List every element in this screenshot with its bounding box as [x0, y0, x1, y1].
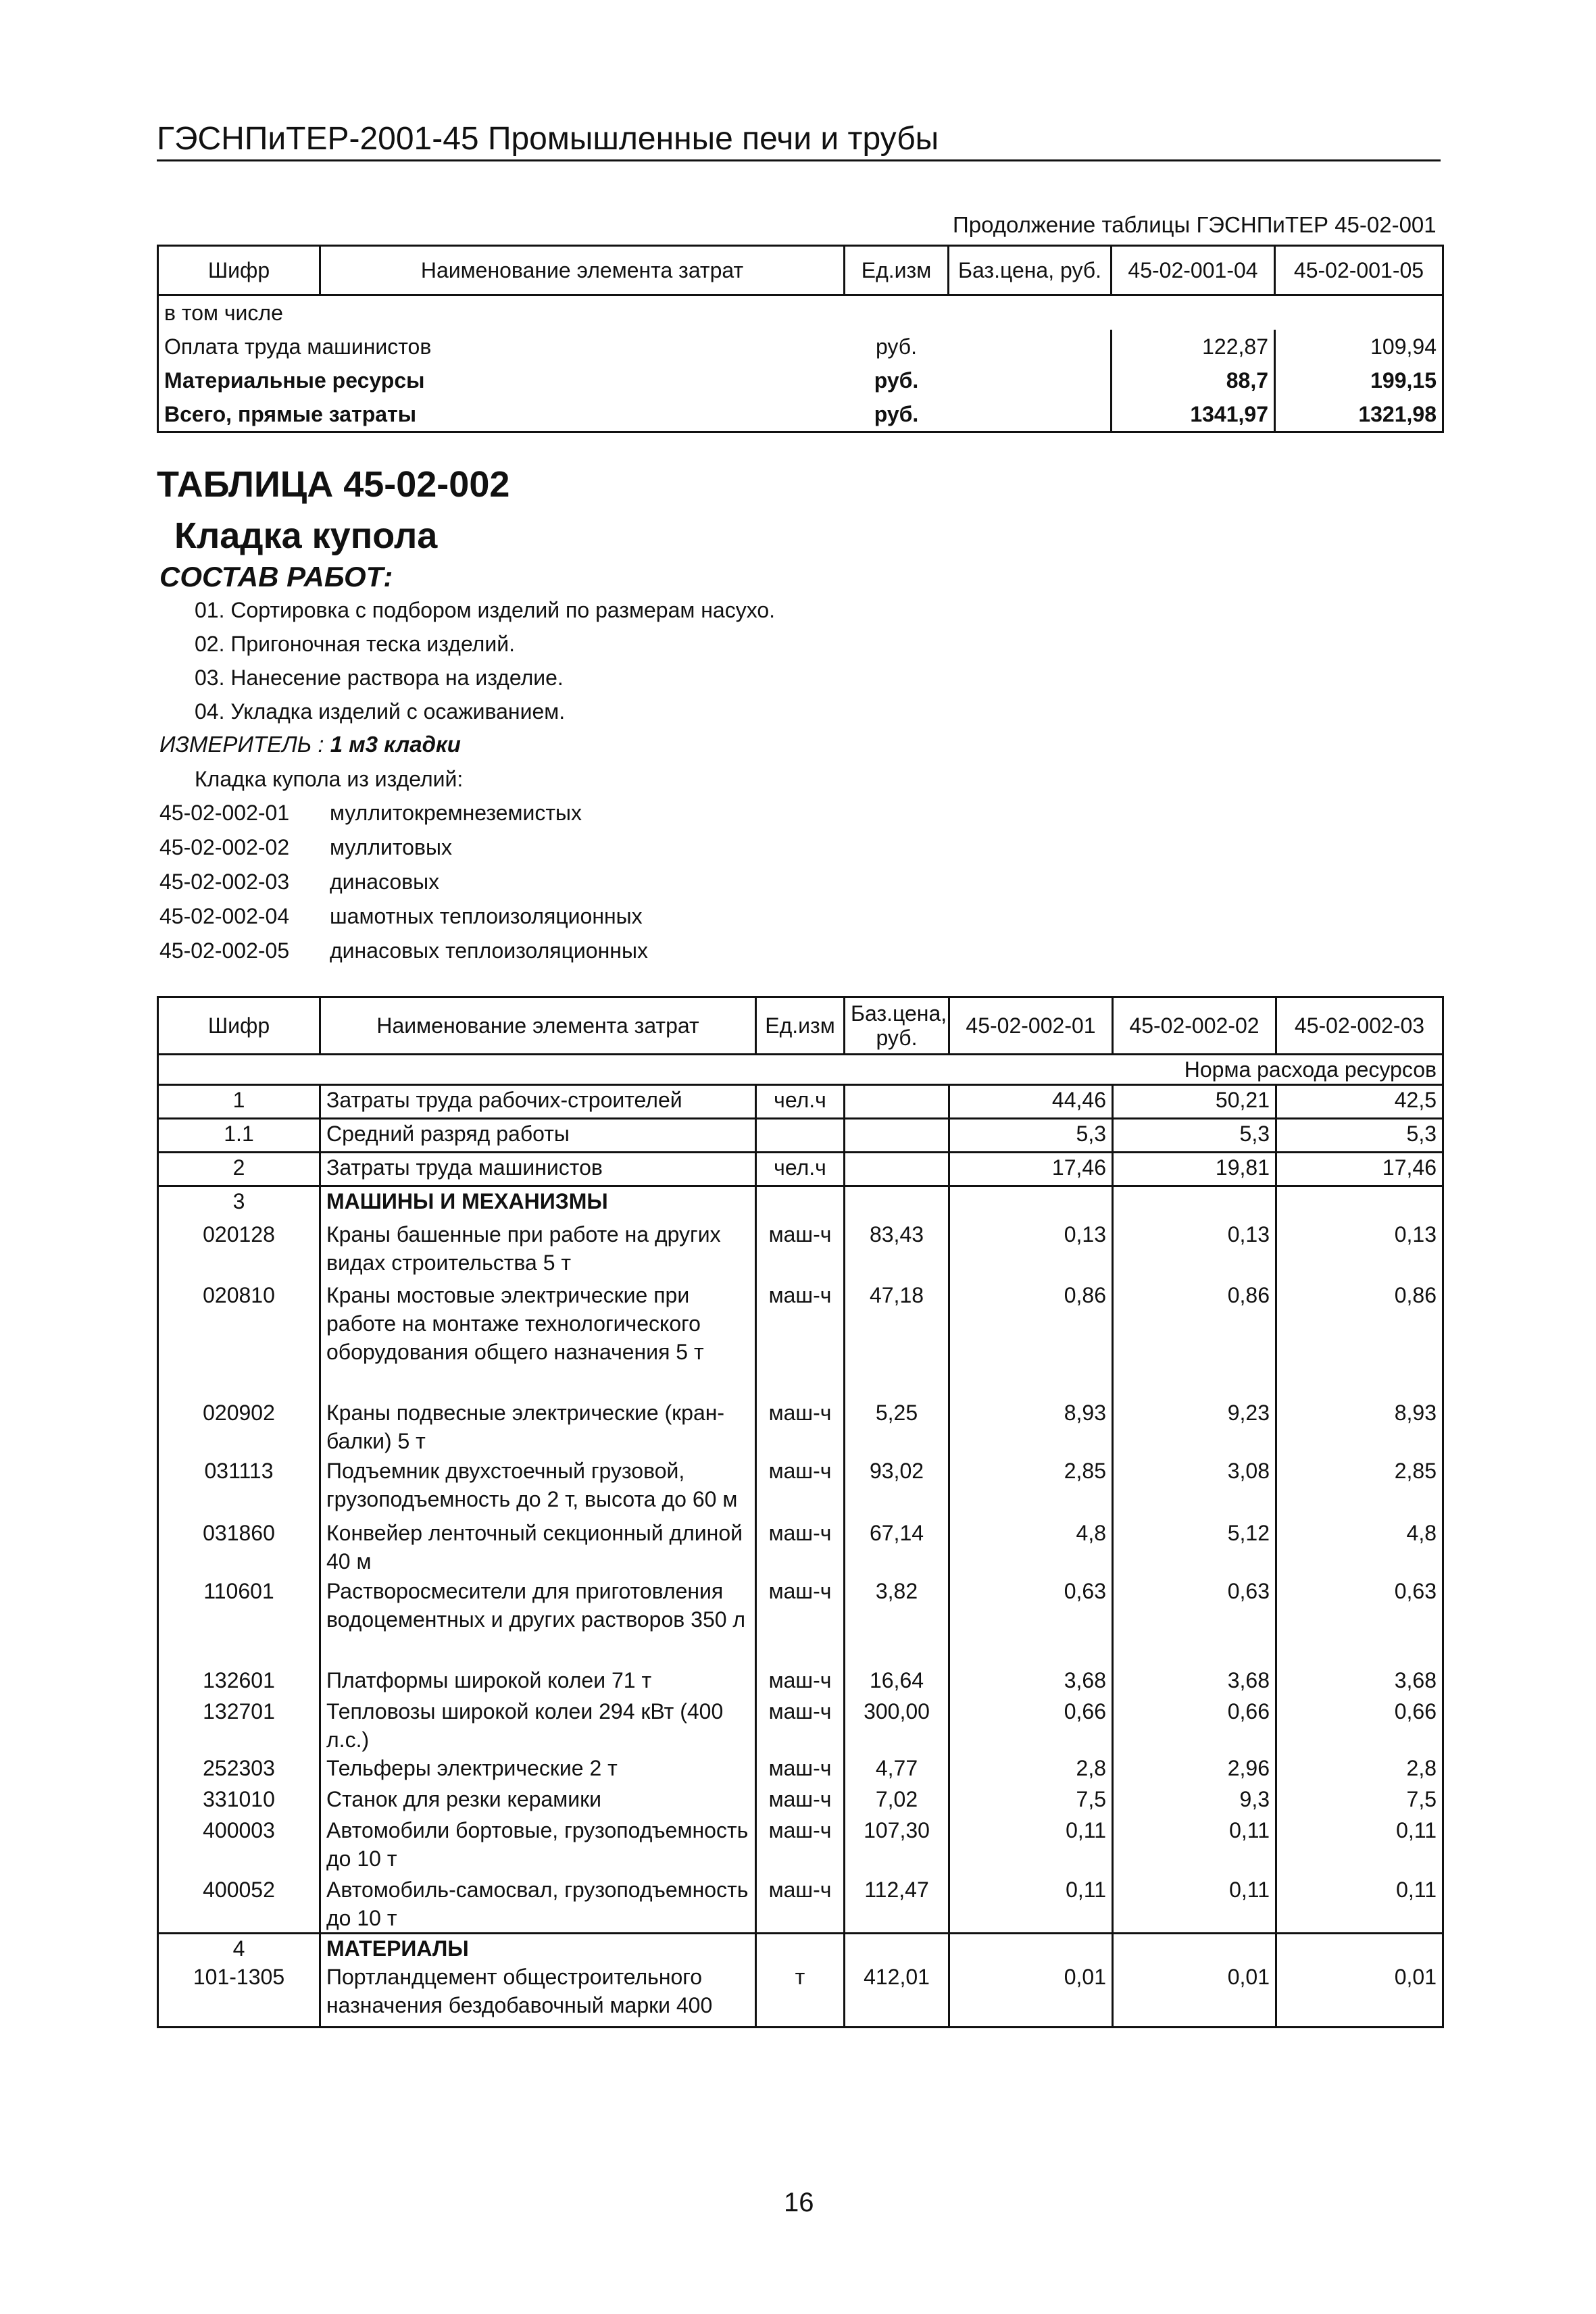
cell-unit: [845, 295, 949, 330]
cell-price: [949, 295, 1112, 330]
table-row: [158, 1457, 1443, 1519]
cell-value: 4,8: [1276, 1519, 1443, 1577]
cell-value: 88,7: [1112, 363, 1275, 397]
cell-value: 0,63: [1113, 1577, 1276, 1666]
cell-unit: т: [756, 1963, 845, 2028]
cell-name: Средний разряд работы: [320, 1119, 756, 1153]
cell-value: 0,11: [1276, 1816, 1443, 1876]
cell-value: 3,68: [1276, 1666, 1443, 1697]
table-row: [158, 1876, 1443, 1934]
cell-value: 2,85: [949, 1457, 1113, 1519]
cell-name: Автомобили бортовые, грузоподъемность до 10 т: [320, 1816, 756, 1876]
cell-price: 67,14: [845, 1519, 949, 1577]
cell-name: МАТЕРИАЛЫ: [320, 1933, 756, 1963]
cell-name: Растворосмесители для приготовления водоцементных и других растворов 350 л: [320, 1577, 756, 1666]
cell-value: 50,21: [1113, 1085, 1276, 1119]
cell-code: 132701: [158, 1697, 320, 1754]
meter-value: 1 м3 кладки: [330, 732, 461, 757]
cell-unit: маш-ч: [756, 1666, 845, 1697]
column-header: Наименование элемента затрат: [320, 246, 845, 295]
table-row: [158, 363, 1443, 397]
column-header: 45-02-001-05: [1275, 246, 1443, 295]
table-row: [158, 330, 1443, 363]
cell-name: Платформы широкой колеи 71 т: [320, 1666, 756, 1697]
cell-unit: маш-ч: [756, 1785, 845, 1816]
cell-value: 9,3: [1113, 1785, 1276, 1816]
cell-value: 3,08: [1113, 1457, 1276, 1519]
cell-code: 1: [158, 1085, 320, 1119]
cell-value: 0,11: [1113, 1876, 1276, 1934]
cell-value: 0,66: [949, 1697, 1113, 1754]
meter-line: [159, 732, 461, 757]
cell-price: [845, 1186, 949, 1220]
variant-name: шамотных теплоизоляционных: [330, 904, 643, 928]
cell-value: 17,46: [949, 1153, 1113, 1186]
table-row: [158, 1220, 1443, 1281]
cell-price: 4,77: [845, 1754, 949, 1785]
cell-price: 83,43: [845, 1220, 949, 1281]
cell-code: 2: [158, 1153, 320, 1186]
cell-value: 0,01: [1276, 1963, 1443, 2028]
cell-name: МАШИНЫ И МЕХАНИЗМЫ: [320, 1186, 756, 1220]
cell-unit: руб.: [874, 368, 919, 393]
cell-price: 5,25: [845, 1399, 949, 1457]
cell-unit: чел.ч: [756, 1153, 845, 1186]
lining-intro: Кладка купола из изделий:: [195, 767, 464, 791]
cell-unit: маш-ч: [756, 1220, 845, 1281]
cell-value: 2,8: [949, 1754, 1113, 1785]
cell-price: 112,47: [845, 1876, 949, 1934]
variant-code: 45-02-002-02: [159, 835, 290, 859]
cell-value: 0,86: [1276, 1281, 1443, 1399]
cell-code: 020128: [158, 1220, 320, 1281]
cell-price: 16,64: [845, 1666, 949, 1697]
norm-label: Норма расхода ресурсов: [158, 1055, 1443, 1085]
cell-value: 19,81: [1113, 1153, 1276, 1186]
table-row: [158, 1577, 1443, 1666]
cell-code: 4: [158, 1933, 320, 1963]
cell-price: 107,30: [845, 1816, 949, 1876]
cell-unit: [756, 1119, 845, 1153]
table-row: [158, 1754, 1443, 1785]
cell-unit: [756, 1933, 845, 1963]
page-number: 16: [784, 2188, 814, 2217]
cell-price: 300,00: [845, 1697, 949, 1754]
document-header-title: ГЭСНПиТЕР-2001-45 Промышленные печи и трубы: [157, 121, 939, 157]
cell-price: 412,01: [845, 1963, 949, 2028]
header-rule: [157, 159, 1441, 161]
norm-row: [158, 1055, 1443, 1085]
cell-value: 0,66: [1113, 1697, 1276, 1754]
cell-unit: чел.ч: [756, 1085, 845, 1119]
cell-unit: маш-ч: [756, 1754, 845, 1785]
cell-value: 0,11: [1113, 1816, 1276, 1876]
cell-value: 9,23: [1113, 1399, 1276, 1457]
cell-value: 1341,97: [1112, 397, 1275, 432]
cell-value: [1276, 1186, 1443, 1220]
table-row: [158, 1816, 1443, 1876]
summary-table-header: [158, 246, 1443, 295]
cell-name: Оплата труда машинистов: [164, 334, 432, 359]
table-row: [158, 1281, 1443, 1399]
cell-value: 0,13: [949, 1220, 1113, 1281]
table-row: [158, 1963, 1443, 2028]
cell-code: 400003: [158, 1816, 320, 1876]
cell-value: 2,8: [1276, 1754, 1443, 1785]
cell-value: [1113, 1186, 1276, 1220]
variant-name: динасовых теплоизоляционных: [330, 938, 648, 963]
cell-value: [949, 1933, 1113, 1963]
cell-value: 5,3: [1276, 1119, 1443, 1153]
cell-value: 109,94: [1370, 334, 1437, 359]
cell-price: 7,02: [845, 1785, 949, 1816]
cell-value: 4,8: [949, 1519, 1113, 1577]
table-row: [158, 397, 1443, 432]
cell-value: 0,63: [949, 1577, 1113, 1666]
cell-price: [949, 330, 1112, 363]
column-header: Ед.изм: [845, 246, 949, 295]
work-step: 02. Пригоночная теска изделий.: [195, 632, 515, 656]
cell-unit: [756, 1186, 845, 1220]
cell-value: 0,86: [949, 1281, 1113, 1399]
variant-name: муллитовых: [330, 835, 452, 859]
cell-name: Краны мостовые электрические при работе на монтаже технологического оборудования общего назначения 5 т: [320, 1281, 756, 1399]
table-row: [158, 1933, 1443, 1963]
cell-value: 0,86: [1113, 1281, 1276, 1399]
table-row: [158, 1666, 1443, 1697]
column-header: Шифр: [158, 997, 320, 1055]
cell-code: 331010: [158, 1785, 320, 1816]
cell-value: 2,85: [1276, 1457, 1443, 1519]
cell-name: Станок для резки керамики: [320, 1785, 756, 1816]
cell-unit: маш-ч: [756, 1697, 845, 1754]
table-row: [158, 1697, 1443, 1754]
cell-price: 3,82: [845, 1577, 949, 1666]
cell-value: 0,13: [1276, 1220, 1443, 1281]
cell-unit: маш-ч: [756, 1816, 845, 1876]
cell-name: Затраты труда машинистов: [320, 1153, 756, 1186]
cell-price: 47,18: [845, 1281, 949, 1399]
cell-value: 42,5: [1276, 1085, 1443, 1119]
table-subtitle: Кладка купола: [174, 515, 438, 556]
cell-value: [1113, 1933, 1276, 1963]
variant-name: муллитокремнеземистых: [330, 801, 582, 825]
column-header: 45-02-002-01: [949, 997, 1113, 1055]
resources-table: [157, 996, 1444, 2028]
column-header: Шифр: [158, 246, 320, 295]
column-header: Наименование элемента затрат: [320, 997, 756, 1055]
column-header: 45-02-002-03: [1276, 997, 1443, 1055]
table-continuation-label: Продолжение таблицы ГЭСНПиТЕР 45-02-001: [953, 212, 1437, 237]
cell-code: 020810: [158, 1281, 320, 1399]
cell-name: Тепловозы широкой колеи 294 кВт (400 л.с.): [320, 1697, 756, 1754]
cell-unit: маш-ч: [756, 1457, 845, 1519]
cell-price: [845, 1119, 949, 1153]
work-step: 04. Укладка изделий с осаживанием.: [195, 699, 566, 724]
cell-price: [949, 397, 1112, 432]
cell-value: [1112, 295, 1275, 330]
column-header: 45-02-002-02: [1113, 997, 1276, 1055]
cell-name: Краны подвесные электрические (кран-балки) 5 т: [320, 1399, 756, 1457]
cell-value: 0,01: [949, 1963, 1113, 2028]
variant-code: 45-02-002-01: [159, 801, 290, 825]
column-header: Баз.цена, руб.: [845, 997, 949, 1055]
cell-value: 44,46: [949, 1085, 1113, 1119]
cell-value: 1321,98: [1358, 402, 1437, 426]
column-header: Ед.изм: [756, 997, 845, 1055]
table-row: [158, 1519, 1443, 1577]
cell-price: [845, 1085, 949, 1119]
work-step: 03. Нанесение раствора на изделие.: [195, 665, 564, 690]
composition-heading: СОСТАВ РАБОТ:: [159, 561, 393, 593]
table-row: [158, 1119, 1443, 1153]
table-title: ТАБЛИЦА 45-02-002: [157, 464, 510, 505]
cell-value: 8,93: [949, 1399, 1113, 1457]
cell-unit: маш-ч: [756, 1577, 845, 1666]
cell-value: 0,13: [1113, 1220, 1276, 1281]
cell-value: 0,11: [949, 1876, 1113, 1934]
meter-label: ИЗМЕРИТЕЛЬ :: [159, 732, 324, 757]
cell-name: Всего, прямые затраты: [164, 402, 417, 426]
cell-unit: маш-ч: [756, 1399, 845, 1457]
cell-price: [845, 1933, 949, 1963]
cell-unit: руб.: [875, 334, 917, 359]
cell-code: 031113: [158, 1457, 320, 1519]
cell-price: [949, 363, 1112, 397]
cell-code: 031860: [158, 1519, 320, 1577]
cell-value: 5,3: [949, 1119, 1113, 1153]
variant-code: 45-02-002-05: [159, 938, 290, 963]
variant-name: динасовых: [330, 870, 440, 894]
cell-value: [949, 1186, 1113, 1220]
cell-value: 5,3: [1113, 1119, 1276, 1153]
cell-code: 252303: [158, 1754, 320, 1785]
resources-table-body: [158, 1085, 1443, 2028]
cell-code: 132601: [158, 1666, 320, 1697]
cell-code: 110601: [158, 1577, 320, 1666]
cell-name: Тельферы электрические 2 т: [320, 1754, 756, 1785]
cell-code: 020902: [158, 1399, 320, 1457]
variant-code: 45-02-002-03: [159, 870, 290, 894]
table-row: [158, 1785, 1443, 1816]
table-row: [158, 295, 1443, 330]
cell-name: Конвейер ленточный секционный длиной 40 м: [320, 1519, 756, 1577]
cell-unit: маш-ч: [756, 1876, 845, 1934]
cell-name: Затраты труда рабочих-строителей: [320, 1085, 756, 1119]
cell-name: Подъемник двухстоечный грузовой, грузоподъемность до 2 т, высота до 60 м: [320, 1457, 756, 1519]
work-step: 01. Сортировка с подбором изделий по размерам насухо.: [195, 598, 776, 622]
cell-code: 400052: [158, 1876, 320, 1934]
cell-price: [845, 1153, 949, 1186]
cell-value: 122,87: [1112, 330, 1275, 363]
cell-value: 0,01: [1113, 1963, 1276, 2028]
table-row: [158, 1399, 1443, 1457]
cell-name: в том числе: [164, 301, 283, 325]
cell-unit: маш-ч: [756, 1281, 845, 1399]
cell-value: 0,66: [1276, 1697, 1443, 1754]
cell-value: 7,5: [949, 1785, 1113, 1816]
cell-unit: маш-ч: [756, 1519, 845, 1577]
variant-code: 45-02-002-04: [159, 904, 290, 928]
cell-name: Портландцемент общестроительного назначения бездобавочный марки 400: [320, 1963, 756, 2028]
cell-code: 3: [158, 1186, 320, 1220]
cell-value: 0,11: [1276, 1876, 1443, 1934]
cell-price: 93,02: [845, 1457, 949, 1519]
cell-code: 1.1: [158, 1119, 320, 1153]
cell-value: 17,46: [1276, 1153, 1443, 1186]
column-header: 45-02-001-04: [1112, 246, 1275, 295]
table-row: [158, 1085, 1443, 1119]
cell-value: 0,11: [949, 1816, 1113, 1876]
table-row: [158, 1153, 1443, 1186]
cell-code: 101-1305: [158, 1963, 320, 2028]
cell-value: 3,68: [949, 1666, 1113, 1697]
column-header: Баз.цена, руб.: [949, 246, 1112, 295]
summary-table: [157, 245, 1444, 433]
cell-value: 5,12: [1113, 1519, 1276, 1577]
cell-name: Краны башенные при работе на других видах строительства 5 т: [320, 1220, 756, 1281]
table-row: [158, 1186, 1443, 1220]
cell-unit: руб.: [874, 402, 919, 426]
cell-value: 3,68: [1113, 1666, 1276, 1697]
cell-value: 8,93: [1276, 1399, 1443, 1457]
cell-value: [1275, 295, 1443, 330]
cell-value: [1276, 1933, 1443, 1963]
cell-value: 199,15: [1370, 368, 1437, 393]
cell-name: Автомобиль-самосвал, грузоподъемность до 10 т: [320, 1876, 756, 1934]
cell-name: Материальные ресурсы: [164, 368, 425, 393]
cell-value: 0,63: [1276, 1577, 1443, 1666]
resources-table-header: [158, 997, 1443, 1055]
cell-value: 7,5: [1276, 1785, 1443, 1816]
cell-value: 2,96: [1113, 1754, 1276, 1785]
